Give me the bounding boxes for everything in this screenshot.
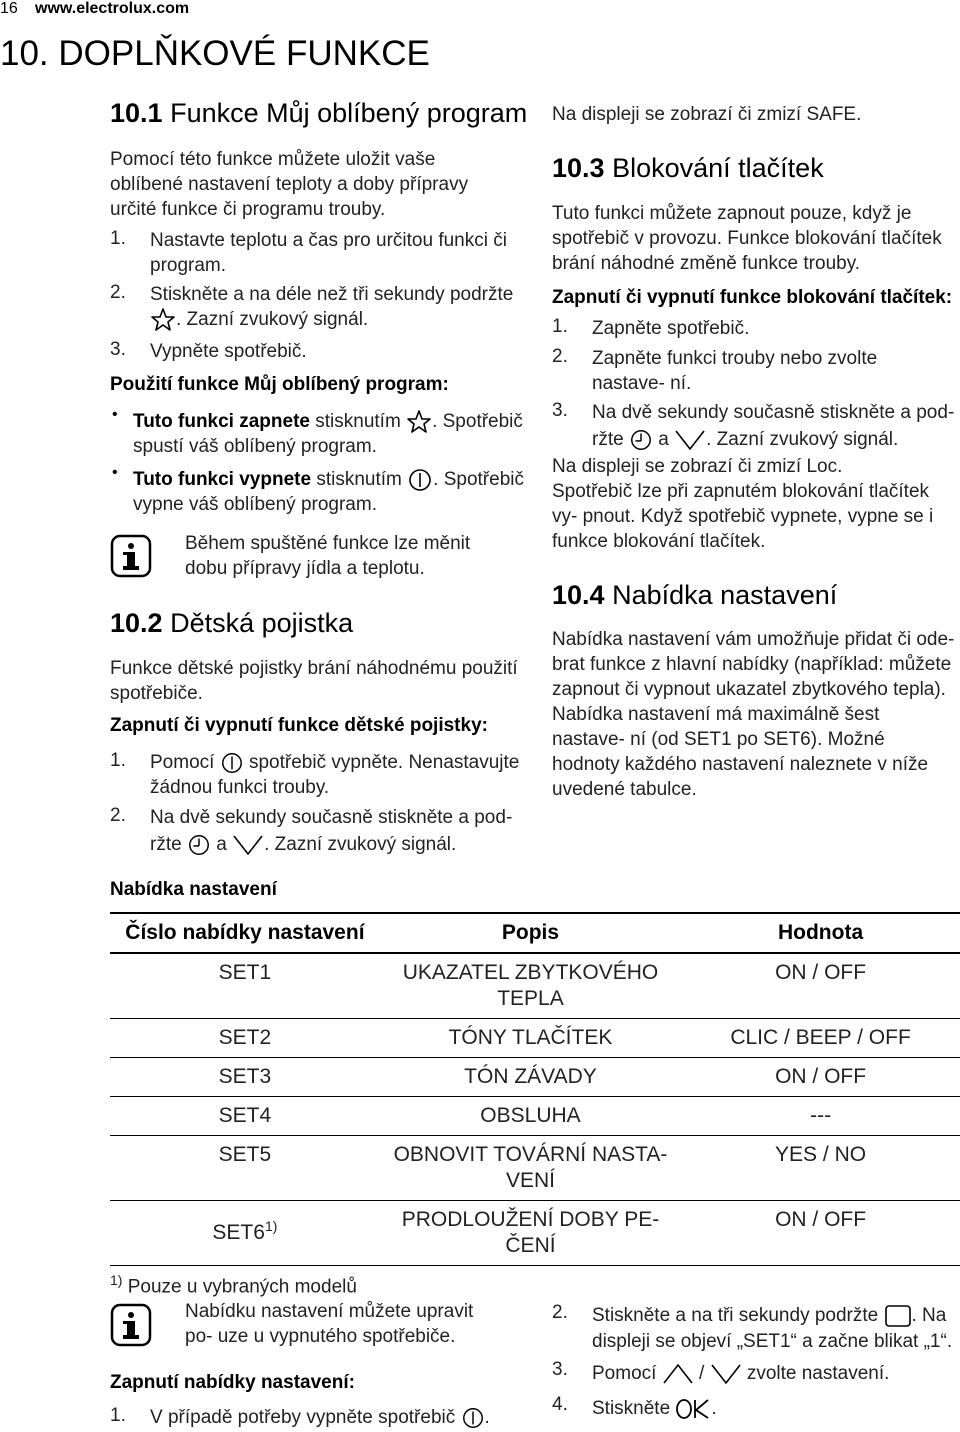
info-icon xyxy=(110,1303,152,1347)
step-text: ržte xyxy=(150,834,182,855)
step-text: Pomocí xyxy=(592,1363,657,1384)
footnote-text: Pouze u vybraných modelů xyxy=(127,1276,357,1298)
key-lock-heading: Zapnutí či vypnutí funkce blokování tlačítek: xyxy=(552,287,953,308)
star-icon xyxy=(406,409,432,435)
step-line xyxy=(592,427,898,452)
section-title: Dětská pojistka xyxy=(170,608,354,638)
safe-display-text: Na displeji se zobrazí či zmizí SAFE. xyxy=(552,104,862,125)
footnote-mark: 1) xyxy=(110,1272,123,1288)
section-number: 10.1 xyxy=(110,98,163,128)
bullet: • xyxy=(112,464,118,481)
step-line xyxy=(592,1361,889,1386)
section-10-1-intro: Pomocí této funkce můžete uložit vaše oblíbené nastavení teploty a doby přípravy určité funkce či programu trouby. xyxy=(110,149,469,220)
section-10-4-heading xyxy=(552,580,837,611)
table-cell: TÓN ZÁVADY xyxy=(380,1058,681,1097)
table-row xyxy=(110,1201,960,1266)
section-10-3-intro: Tuto funkci můžete zapnout pouze, když je spotřebič v provozu. Funkce blokování tlačítek brání náhodné změně funkce trouby. xyxy=(552,203,942,274)
table-cell: ON / OFF xyxy=(681,953,960,1019)
step-text: / xyxy=(698,1363,705,1384)
bullet-text: . Spotřebič xyxy=(432,411,523,433)
step-text: žádnou funkci trouby. xyxy=(150,777,330,798)
bullet-line xyxy=(133,409,523,435)
section-title: Funkce Můj oblíbený program xyxy=(170,98,528,128)
bullet-line xyxy=(133,467,524,493)
step-text: Pomocí xyxy=(150,752,215,773)
bullet-text: spustí váš oblíbený program. xyxy=(133,436,377,457)
table-cell: SET1 xyxy=(110,953,380,1019)
ok-icon xyxy=(675,1398,711,1420)
step-number: 1. xyxy=(552,316,568,337)
power-icon xyxy=(407,467,433,493)
step-number: 3. xyxy=(552,400,568,421)
step-text: Na dvě sekundy současně stiskněte a pod- xyxy=(592,402,955,423)
table-cell: ON / OFF xyxy=(681,1058,960,1097)
step-text: a xyxy=(216,834,227,855)
step-number: 2. xyxy=(552,346,568,367)
section-title: Blokování tlačítek xyxy=(612,153,824,183)
down-chevron-icon xyxy=(710,1362,742,1386)
table-caption: Nabídka nastavení xyxy=(110,879,277,900)
table-row xyxy=(110,1097,960,1136)
step-text: displeji se objeví „SET1“ a začne blikat „1“. xyxy=(592,1331,953,1352)
bullet-text: . Spotřebič xyxy=(433,469,524,491)
step-text: zvolte nastavení. xyxy=(746,1363,890,1384)
loc-display-text: Na displeji se zobrazí či zmizí Loc. xyxy=(552,456,843,477)
table-cell: YES / NO xyxy=(681,1136,960,1201)
info-note: Nabídku nastavení můžete upravit po- uze u vypnutého spotřebiče. xyxy=(185,1301,474,1347)
table-cell: PRODLOUŽENÍ DOBY PE- ČENÍ xyxy=(380,1201,681,1266)
table-cell xyxy=(110,1201,380,1266)
clock-icon xyxy=(187,833,211,857)
step-text: spotřebič vypněte. Nenastavujte xyxy=(248,752,520,773)
info-icon xyxy=(110,534,152,578)
footnote-mark: 1) xyxy=(264,1218,278,1234)
table-cell: SET4 xyxy=(110,1097,380,1136)
table-cell: OBSLUHA xyxy=(380,1097,681,1136)
settings-menu-heading: Zapnutí nabídky nastavení: xyxy=(110,1372,355,1393)
step-number: 1. xyxy=(110,750,126,771)
step-text: . Na xyxy=(911,1305,947,1326)
step-number: 1. xyxy=(110,1405,126,1426)
column-header: Hodnota xyxy=(681,913,960,953)
step-number: 3. xyxy=(552,1359,568,1380)
star-icon xyxy=(150,307,176,333)
section-10-2-heading xyxy=(110,608,353,639)
bullet: • xyxy=(112,406,118,423)
step-line xyxy=(150,750,519,775)
step-text: . Zazní zvukový signál. xyxy=(706,429,899,450)
clock-icon xyxy=(629,428,653,452)
power-icon xyxy=(220,751,244,775)
step-number: 4. xyxy=(552,1394,568,1415)
chapter-title: 10. DOPLŇKOVÉ FUNKCE xyxy=(0,34,430,73)
settings-table xyxy=(110,912,960,1266)
usage-heading: Použití funkce Můj oblíbený program: xyxy=(110,374,449,395)
child-lock-heading: Zapnutí či vypnutí funkce dětské pojistky: xyxy=(110,715,488,736)
step-line xyxy=(592,1303,946,1328)
table-cell: SET5 xyxy=(110,1136,380,1201)
bullet-text: vypne váš oblíbený program. xyxy=(133,494,377,515)
bullet-bold: Tuto funkci vypnete xyxy=(133,469,312,491)
step-text: Stiskněte a na tři sekundy podržte xyxy=(592,1305,879,1326)
column-header: Popis xyxy=(380,913,681,953)
bullet-text: stisknutím xyxy=(316,469,402,491)
step-text: Vypněte spotřebič. xyxy=(150,341,307,362)
step-number: 3. xyxy=(110,339,126,360)
step-number: 2. xyxy=(552,1302,568,1323)
up-chevron-icon xyxy=(662,1362,694,1386)
table-cell: ON / OFF xyxy=(681,1201,960,1266)
step-number: 1. xyxy=(110,228,126,249)
section-title: Nabídka nastavení xyxy=(612,580,838,610)
power-icon xyxy=(461,1406,485,1430)
step-text: Zapněte spotřebič. xyxy=(592,318,750,339)
step-number: 2. xyxy=(110,805,126,826)
info-note: Během spuštěné funkce lze měnit dobu přípravy jídla a teplotu. xyxy=(185,533,471,579)
column-header: Číslo nabídky nastavení xyxy=(110,913,380,953)
table-header-row xyxy=(110,913,960,953)
square-button-icon xyxy=(884,1304,912,1328)
step-line xyxy=(592,1396,717,1421)
section-10-2-intro: Funkce dětské pojistky brání náhodnému použití spotřebiče. xyxy=(110,658,518,704)
section-10-3-heading xyxy=(552,153,824,184)
step-text: Stiskněte a na déle než tři sekundy podržte xyxy=(150,284,514,305)
step-text: . xyxy=(711,1398,717,1419)
table-cell: SET2 xyxy=(110,1019,380,1058)
step-line xyxy=(150,307,368,333)
step-text: . xyxy=(484,1407,490,1428)
step-text: Zapněte funkci trouby nebo zvolte nastave- ní. xyxy=(592,348,878,394)
step-text: ržte xyxy=(592,429,624,450)
section-number: 10.4 xyxy=(552,580,605,610)
bullet-bold: Tuto funkci zapnete xyxy=(133,411,310,433)
section-number: 10.3 xyxy=(552,153,605,183)
bullet-text: stisknutím xyxy=(315,411,401,433)
step-text: Nastavte teplotu a čas pro určitou funkci či program. xyxy=(150,230,507,276)
step-text: a xyxy=(658,429,669,450)
cell-text: SET6 xyxy=(212,1221,265,1244)
table-row xyxy=(110,1136,960,1201)
table-cell: SET3 xyxy=(110,1058,380,1097)
table-cell: UKAZATEL ZBYTKOVÉHO TEPLA xyxy=(380,953,681,1019)
step-text: . Zazní zvukový signál. xyxy=(176,309,369,331)
table-row xyxy=(110,1058,960,1097)
section-10-1-heading xyxy=(110,98,527,129)
table-cell: CLIC / BEEP / OFF xyxy=(681,1019,960,1058)
table-cell: OBNOVIT TOVÁRNÍ NASTA- VENÍ xyxy=(380,1136,681,1201)
step-text: V případě potřeby vypněte spotřebič xyxy=(150,1407,456,1428)
step-text: Na dvě sekundy současně stiskněte a pod- xyxy=(150,807,513,828)
table-row xyxy=(110,953,960,1019)
table-cell: TÓNY TLAČÍTEK xyxy=(380,1019,681,1058)
section-number: 10.2 xyxy=(110,608,163,638)
table-row xyxy=(110,1019,960,1058)
step-number: 2. xyxy=(110,282,126,303)
step-text: . Zazní zvukový signál. xyxy=(264,834,457,855)
step-line xyxy=(150,1405,490,1430)
down-chevron-icon xyxy=(232,833,264,857)
website-link[interactable]: www.electrolux.com xyxy=(35,0,190,17)
page-number: 16 xyxy=(0,0,18,17)
table-footnote xyxy=(110,1268,357,1299)
key-lock-note: Spotřebič lze při zapnutém blokování tlačítek vy- pnout. Když spotřebič vypnete, vypne se i funkce blokování tlačítek. xyxy=(552,481,934,552)
section-10-4-intro: Nabídka nastavení vám umožňuje přidat či ode- brat funkce z hlavní nabídky (například: můžete zapnout či vypnout ukazatel zbytkového tepla). Nabídka nastavení má maximálně šest nastave- ní (od SET1 po SET6). Možné hodnoty každého nastavení naleznete v níže uvedené tabulce. xyxy=(552,629,955,800)
down-chevron-icon xyxy=(674,428,706,452)
step-line xyxy=(150,832,456,857)
step-text: Stiskněte xyxy=(592,1398,671,1419)
table-cell: --- xyxy=(681,1097,960,1136)
